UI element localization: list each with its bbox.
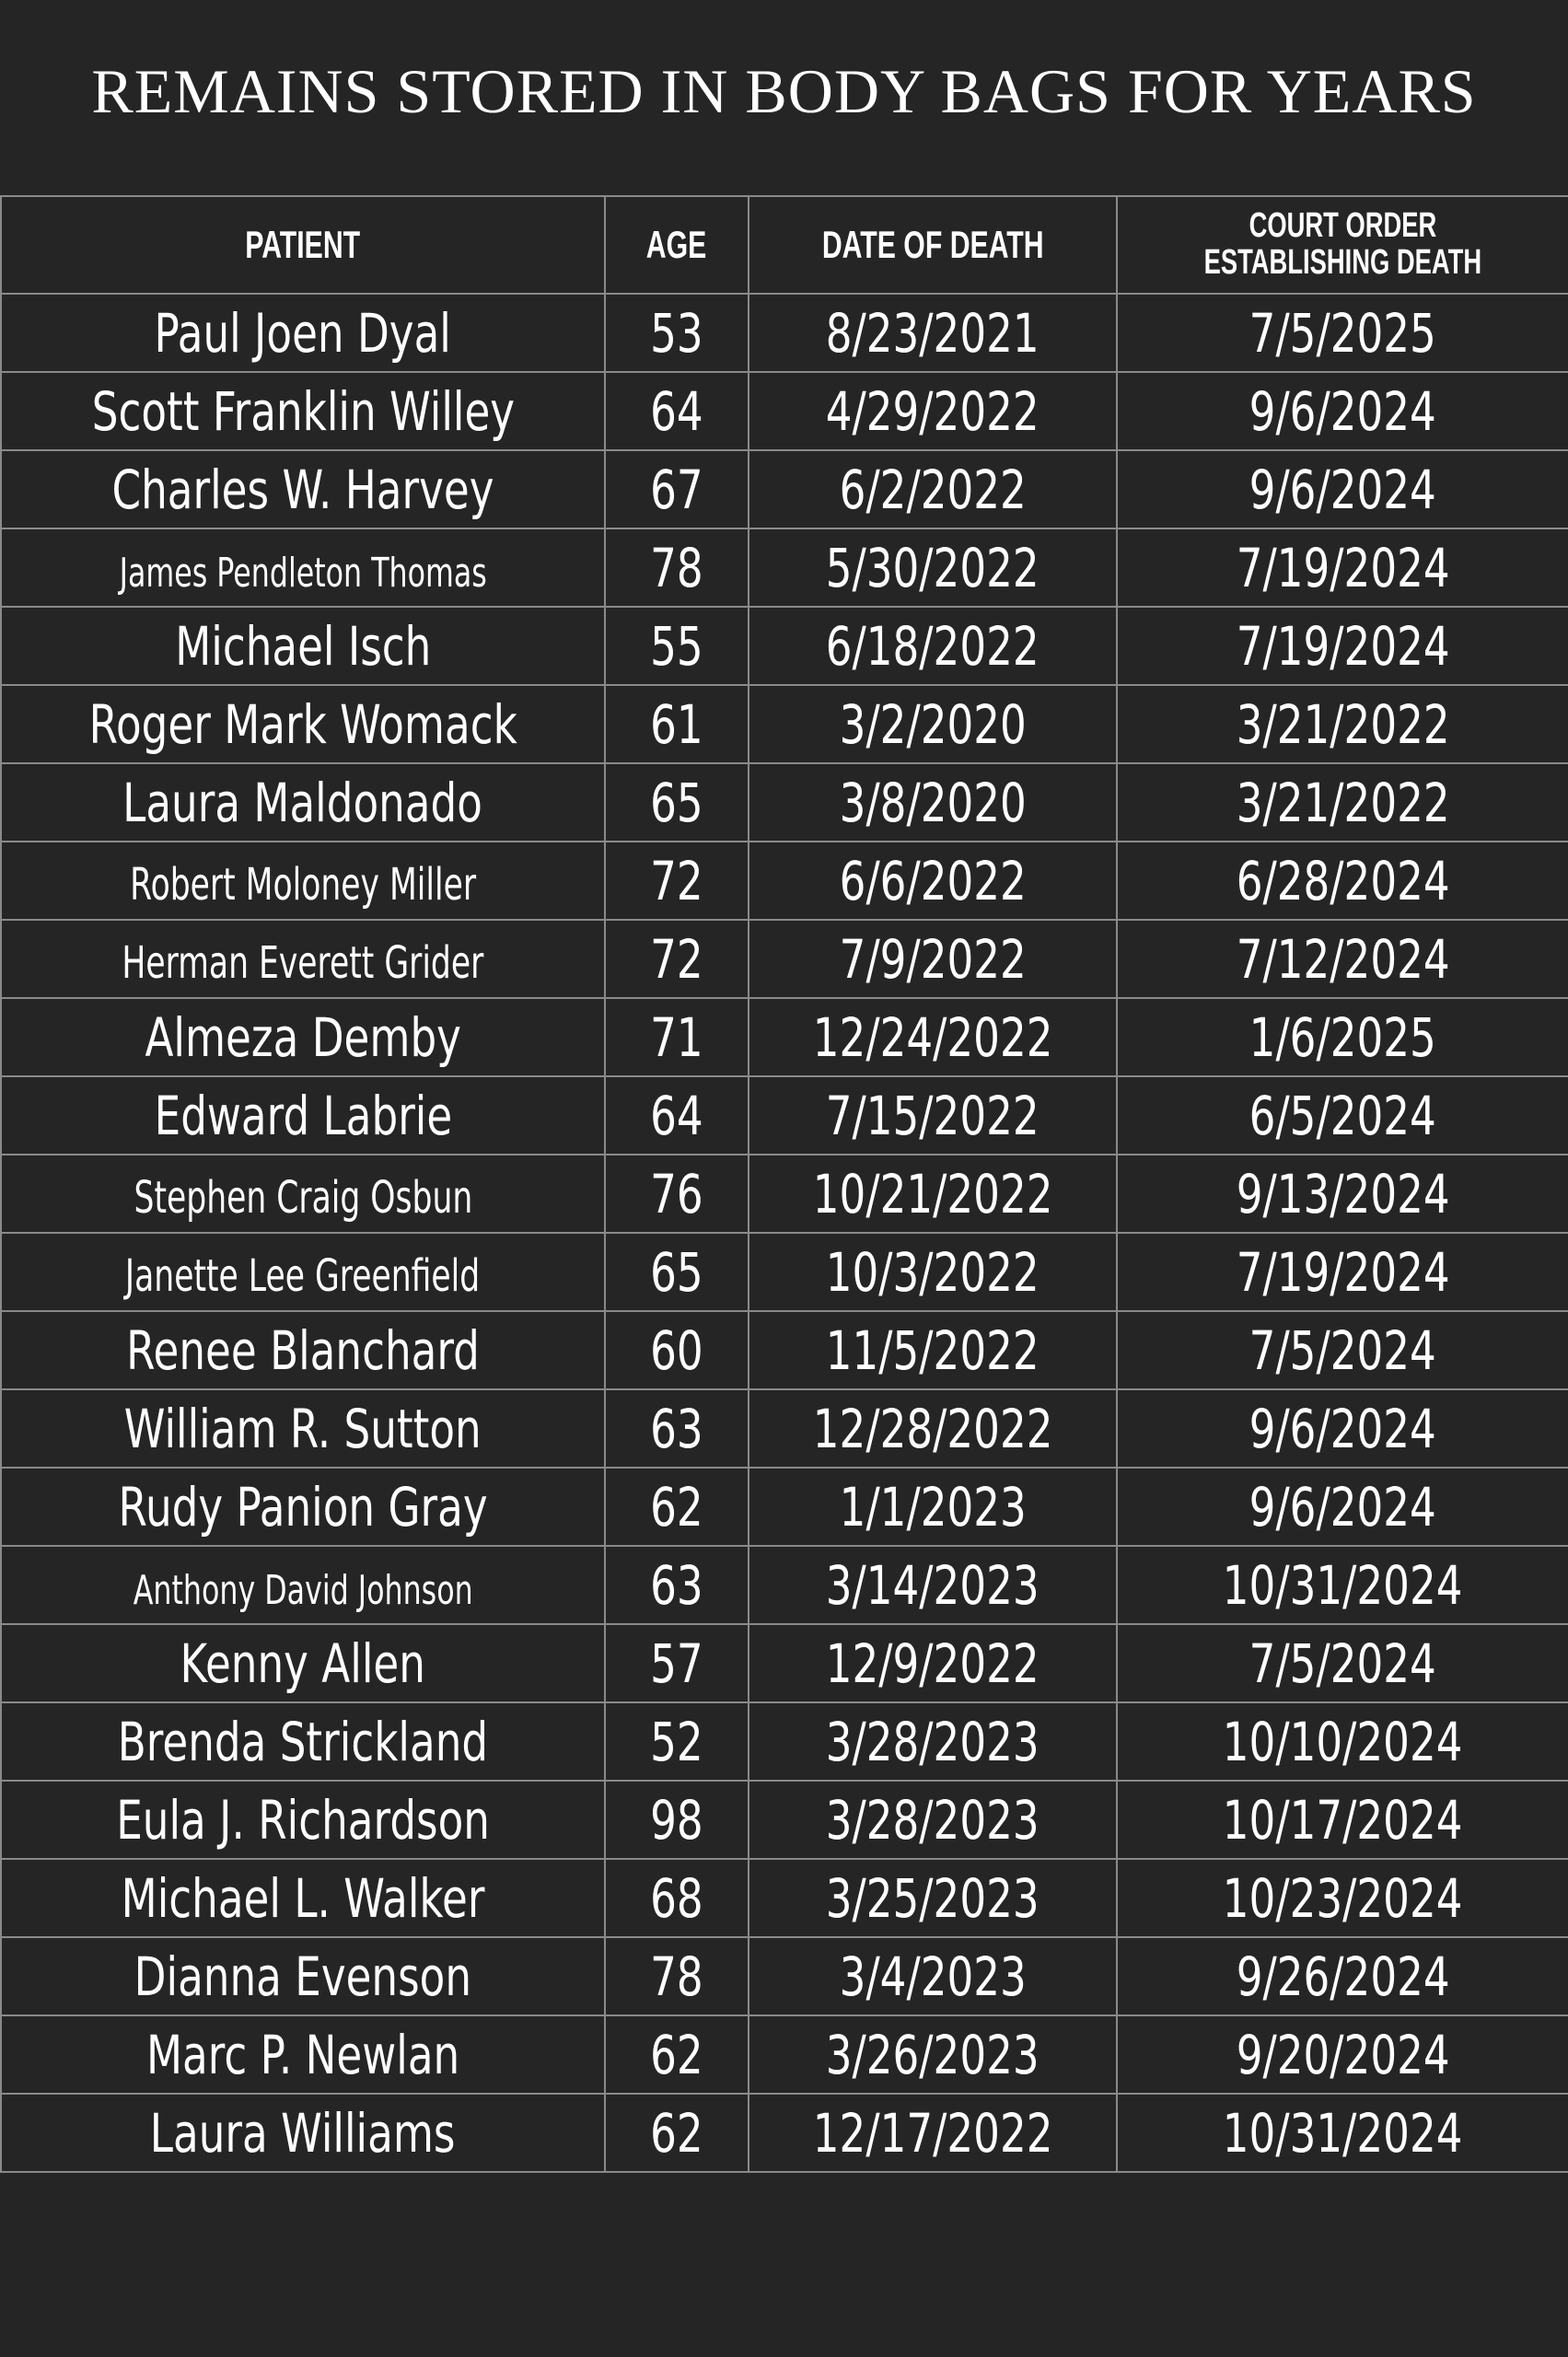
table-row — [1, 1546, 1568, 1624]
cell-age: 78 — [605, 528, 749, 607]
table-row — [1, 1702, 1568, 1781]
table-row — [1, 1155, 1568, 1233]
cell-court-order: 9/20/2024 — [1117, 2015, 1568, 2094]
cell-patient: Renee Blanchard — [1, 1311, 605, 1389]
cell-date-of-death: 7/15/2022 — [749, 1076, 1117, 1155]
cell-patient: Laura Williams — [1, 2094, 605, 2172]
cell-date-of-death: 7/9/2022 — [749, 920, 1117, 998]
table-row — [1, 685, 1568, 763]
cell-date-of-death: 4/29/2022 — [749, 372, 1117, 450]
cell-court-order: 3/21/2022 — [1117, 763, 1568, 842]
cell-patient: Stephen Craig Osbun — [1, 1155, 605, 1233]
table-row — [1, 1937, 1568, 2015]
cell-court-order: 1/6/2025 — [1117, 998, 1568, 1076]
table-row — [1, 763, 1568, 842]
cell-court-order: 9/6/2024 — [1117, 1468, 1568, 1546]
cell-age: 78 — [605, 1937, 749, 2015]
cell-date-of-death: 12/17/2022 — [749, 2094, 1117, 2172]
cell-date-of-death: 3/25/2023 — [749, 1859, 1117, 1937]
cell-age: 53 — [605, 294, 749, 372]
column-header-patient: PATIENT — [1, 196, 605, 294]
cell-court-order: 7/19/2024 — [1117, 1233, 1568, 1311]
cell-court-order: 9/6/2024 — [1117, 450, 1568, 528]
cell-patient: Janette Lee Greenfield — [1, 1233, 605, 1311]
table-row — [1, 1389, 1568, 1468]
table-row — [1, 920, 1568, 998]
cell-patient: Roger Mark Womack — [1, 685, 605, 763]
cell-age: 63 — [605, 1546, 749, 1624]
table-row — [1, 1076, 1568, 1155]
cell-court-order: 10/23/2024 — [1117, 1859, 1568, 1937]
cell-date-of-death: 6/6/2022 — [749, 842, 1117, 920]
cell-age: 61 — [605, 685, 749, 763]
cell-date-of-death: 3/14/2023 — [749, 1546, 1117, 1624]
cell-patient: Charles W. Harvey — [1, 450, 605, 528]
cell-age: 98 — [605, 1781, 749, 1859]
cell-patient: Marc P. Newlan — [1, 2015, 605, 2094]
cell-age: 64 — [605, 372, 749, 450]
table-row — [1, 2015, 1568, 2094]
cell-age: 64 — [605, 1076, 749, 1155]
cell-court-order: 7/5/2025 — [1117, 294, 1568, 372]
cell-patient: William R. Sutton — [1, 1389, 605, 1468]
table-row — [1, 1624, 1568, 1702]
cell-court-order: 3/21/2022 — [1117, 685, 1568, 763]
cell-date-of-death: 3/26/2023 — [749, 2015, 1117, 2094]
cell-court-order: 7/5/2024 — [1117, 1311, 1568, 1389]
cell-court-order: 9/13/2024 — [1117, 1155, 1568, 1233]
cell-date-of-death: 3/28/2023 — [749, 1781, 1117, 1859]
table-row — [1, 1859, 1568, 1937]
cell-court-order: 7/12/2024 — [1117, 920, 1568, 998]
cell-date-of-death: 6/2/2022 — [749, 450, 1117, 528]
cell-court-order: 10/17/2024 — [1117, 1781, 1568, 1859]
cell-patient: Scott Franklin Willey — [1, 372, 605, 450]
cell-date-of-death: 5/30/2022 — [749, 528, 1117, 607]
cell-date-of-death: 8/23/2021 — [749, 294, 1117, 372]
cell-date-of-death: 12/24/2022 — [749, 998, 1117, 1076]
cell-age: 72 — [605, 842, 749, 920]
table-row — [1, 607, 1568, 685]
table-row — [1, 1781, 1568, 1859]
cell-patient: Dianna Evenson — [1, 1937, 605, 2015]
cell-age: 68 — [605, 1859, 749, 1937]
table-row — [1, 842, 1568, 920]
cell-patient: Robert Moloney Miller — [1, 842, 605, 920]
cell-date-of-death: 11/5/2022 — [749, 1311, 1117, 1389]
cell-age: 63 — [605, 1389, 749, 1468]
cell-age: 62 — [605, 1468, 749, 1546]
cell-date-of-death: 3/28/2023 — [749, 1702, 1117, 1781]
cell-court-order: 6/5/2024 — [1117, 1076, 1568, 1155]
cell-date-of-death: 6/18/2022 — [749, 607, 1117, 685]
cell-patient: Brenda Strickland — [1, 1702, 605, 1781]
cell-court-order: 9/26/2024 — [1117, 1937, 1568, 2015]
cell-court-order: 7/19/2024 — [1117, 528, 1568, 607]
cell-patient: Kenny Allen — [1, 1624, 605, 1702]
cell-date-of-death: 12/9/2022 — [749, 1624, 1117, 1702]
cell-age: 72 — [605, 920, 749, 998]
cell-age: 55 — [605, 607, 749, 685]
cell-age: 65 — [605, 763, 749, 842]
cell-date-of-death: 10/21/2022 — [749, 1155, 1117, 1233]
cell-court-order: 10/10/2024 — [1117, 1702, 1568, 1781]
table-row — [1, 528, 1568, 607]
cell-court-order: 7/5/2024 — [1117, 1624, 1568, 1702]
cell-patient: Paul Joen Dyal — [1, 294, 605, 372]
cell-court-order: 9/6/2024 — [1117, 1389, 1568, 1468]
cell-age: 67 — [605, 450, 749, 528]
cell-patient: Rudy Panion Gray — [1, 1468, 605, 1546]
cell-date-of-death: 10/3/2022 — [749, 1233, 1117, 1311]
cell-patient: James Pendleton Thomas — [1, 528, 605, 607]
table-row — [1, 294, 1568, 372]
cell-patient: Michael Isch — [1, 607, 605, 685]
table-row — [1, 2094, 1568, 2172]
page-title: REMAINS STORED IN BODY BAGS FOR YEARS — [91, 56, 1477, 126]
cell-patient: Michael L. Walker — [1, 1859, 605, 1937]
cell-court-order: 6/28/2024 — [1117, 842, 1568, 920]
cell-court-order: 10/31/2024 — [1117, 1546, 1568, 1624]
cell-patient: Edward Labrie — [1, 1076, 605, 1155]
table-row — [1, 1311, 1568, 1389]
table-header-row — [1, 196, 1568, 294]
table-row — [1, 1468, 1568, 1546]
column-header-date-of-death: DATE OF DEATH — [749, 196, 1117, 294]
cell-age: 65 — [605, 1233, 749, 1311]
cell-patient: Almeza Demby — [1, 998, 605, 1076]
body-bags-table — [0, 195, 1568, 2173]
column-header-court-order: COURT ORDER ESTABLISHING DEATH — [1117, 196, 1568, 294]
cell-age: 62 — [605, 2094, 749, 2172]
cell-date-of-death: 3/4/2023 — [749, 1937, 1117, 2015]
cell-age: 57 — [605, 1624, 749, 1702]
cell-court-order: 7/19/2024 — [1117, 607, 1568, 685]
cell-age: 60 — [605, 1311, 749, 1389]
cell-patient: Eula J. Richardson — [1, 1781, 605, 1859]
cell-age: 62 — [605, 2015, 749, 2094]
cell-patient: Laura Maldonado — [1, 763, 605, 842]
cell-date-of-death: 3/8/2020 — [749, 763, 1117, 842]
table-row — [1, 372, 1568, 450]
cell-date-of-death: 12/28/2022 — [749, 1389, 1117, 1468]
cell-date-of-death: 1/1/2023 — [749, 1468, 1117, 1546]
table-row — [1, 1233, 1568, 1311]
cell-age: 76 — [605, 1155, 749, 1233]
cell-age: 71 — [605, 998, 749, 1076]
table-row — [1, 998, 1568, 1076]
cell-patient: Anthony David Johnson — [1, 1546, 605, 1624]
cell-age: 52 — [605, 1702, 749, 1781]
column-header-age: AGE — [605, 196, 749, 294]
cell-court-order: 9/6/2024 — [1117, 372, 1568, 450]
cell-court-order: 10/31/2024 — [1117, 2094, 1568, 2172]
cell-date-of-death: 3/2/2020 — [749, 685, 1117, 763]
table-row — [1, 450, 1568, 528]
cell-patient: Herman Everett Grider — [1, 920, 605, 998]
